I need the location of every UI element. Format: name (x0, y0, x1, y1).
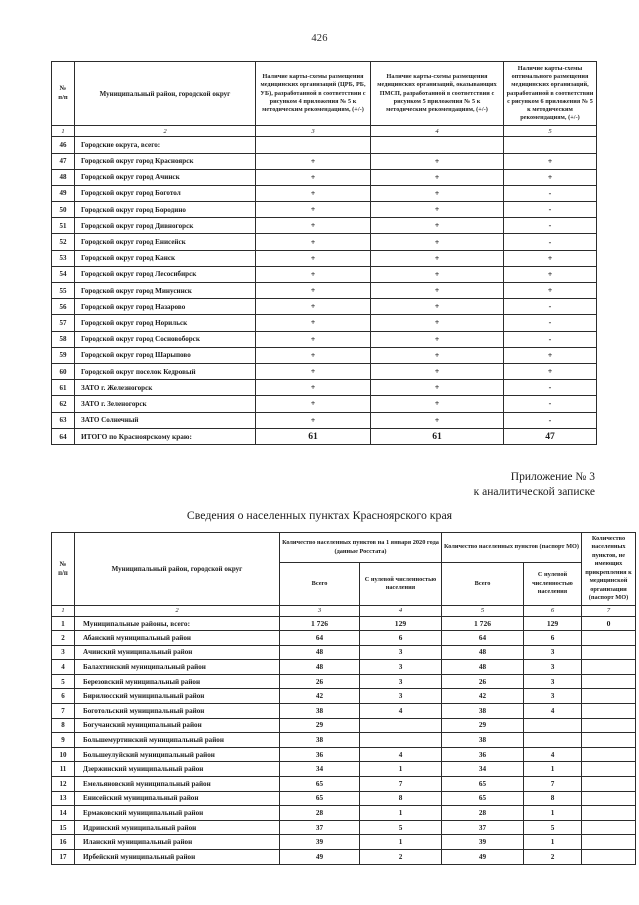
cell-passport-zero: 3 (524, 674, 582, 689)
row-municipality: ЗАТО г. Железногорск (75, 380, 256, 396)
table-row (52, 718, 636, 733)
table-row (52, 283, 597, 299)
cell-passport-zero: 7 (524, 777, 582, 792)
cell-passport-zero: 1 (524, 762, 582, 777)
row-number: 14 (52, 806, 75, 821)
cell-rosstat-zero: 3 (360, 674, 442, 689)
cell-no-attachment (582, 820, 636, 835)
header-row-number-line1: № (59, 560, 67, 568)
cell-rosstat-total: 26 (280, 674, 360, 689)
appendix-heading (0, 470, 595, 500)
row-number: 49 (52, 185, 75, 201)
cell-map-pmsp: + (371, 347, 504, 363)
table-medical-maps-head (52, 62, 597, 137)
row-number: 54 (52, 266, 75, 282)
table-row (52, 218, 597, 234)
table-row (52, 747, 636, 762)
row-number: 12 (52, 777, 75, 792)
cell-rosstat-total: 42 (280, 689, 360, 704)
cell-map-crb (256, 137, 371, 153)
row-municipality: Городской округ город Бородино (75, 202, 256, 218)
row-number: 64 (52, 428, 75, 444)
cell-no-attachment (582, 733, 636, 748)
cell-rosstat-total: 39 (280, 835, 360, 850)
cell-passport-zero (524, 733, 582, 748)
cell-rosstat-zero: 7 (360, 777, 442, 792)
cell-rosstat-zero: 3 (360, 660, 442, 675)
cell-passport-zero: 3 (524, 645, 582, 660)
header-no-attachment: Количество населенных пунктов, не имеющих прикрепления к медицинской организации (паспорт МО) (582, 533, 636, 606)
row-number: 61 (52, 380, 75, 396)
cell-rosstat-total: 65 (280, 777, 360, 792)
table-row (52, 266, 597, 282)
cell-passport-total: 49 (442, 850, 524, 865)
row-number: 60 (52, 363, 75, 379)
row-number: 6 (52, 689, 75, 704)
row-number: 4 (52, 660, 75, 675)
cell-map-crb: + (256, 218, 371, 234)
colnum-2: 2 (75, 126, 256, 137)
row-number: 16 (52, 835, 75, 850)
table-row (52, 185, 597, 201)
table-column-number-row (52, 126, 597, 137)
cell-map-crb: + (256, 331, 371, 347)
colnum-6: 6 (524, 605, 582, 616)
cell-map-optimal: - (504, 380, 597, 396)
row-municipality: Городской округ город Назарово (75, 299, 256, 315)
cell-map-optimal: + (504, 347, 597, 363)
section-title: Сведения о населенных пунктах Красноярского края (186, 508, 453, 522)
cell-map-optimal: - (504, 315, 597, 331)
table-row (52, 202, 597, 218)
table-row (52, 234, 597, 250)
table-row (52, 645, 636, 660)
appendix-line-2: к аналитической записке (473, 486, 595, 499)
cell-passport-zero (524, 718, 582, 733)
cell-passport-total: 1 726 (442, 616, 524, 631)
cell-passport-zero: 6 (524, 631, 582, 646)
row-municipality: Городской округ город Боготол (75, 185, 256, 201)
row-number: 17 (52, 850, 75, 865)
table-row (52, 250, 597, 266)
cell-rosstat-total: 28 (280, 806, 360, 821)
table-header-row-group (52, 533, 636, 563)
cell-rosstat-zero: 2 (360, 850, 442, 865)
row-municipality: Городской округ город Лесосибирск (75, 266, 256, 282)
cell-map-crb: + (256, 250, 371, 266)
header-rosstat-total: Всего (280, 563, 360, 605)
appendix-line-1: Приложение № 3 (510, 471, 595, 483)
colnum-4: 4 (360, 605, 442, 616)
cell-map-optimal: - (504, 185, 597, 201)
row-municipality: ИТОГО по Красноярскому краю: (75, 428, 256, 444)
header-group-passport: Количество населенных пунктов (паспорт МО) (442, 533, 582, 563)
cell-map-pmsp: + (371, 396, 504, 412)
table-row (52, 820, 636, 835)
table-header-row (52, 62, 597, 126)
header-map-crb: Наличие карты-схемы размещения медицинских организаций (ЦРБ, РБ, УБ), разработанной в соответствии с рисунком 4 приложения № 5 к методическим рекомендациям, (+/-) (256, 62, 371, 126)
cell-rosstat-zero (360, 733, 442, 748)
colnum-3: 3 (280, 605, 360, 616)
cell-map-optimal: + (504, 363, 597, 379)
table-row (52, 315, 597, 331)
row-municipality: Балахтинский муниципальный район (75, 660, 280, 675)
page-number: 426 (311, 33, 328, 44)
cell-map-crb: 61 (256, 428, 371, 444)
table-medical-maps-body (52, 137, 597, 445)
cell-passport-total: 65 (442, 777, 524, 792)
cell-passport-total: 38 (442, 704, 524, 719)
row-municipality: Абанский муниципальный район (75, 631, 280, 646)
cell-rosstat-total: 64 (280, 631, 360, 646)
colnum-5: 5 (442, 605, 524, 616)
table-settlements-head (52, 533, 636, 617)
cell-no-attachment (582, 806, 636, 821)
colnum-1: 1 (52, 605, 75, 616)
row-number: 5 (52, 674, 75, 689)
cell-passport-total: 42 (442, 689, 524, 704)
cell-rosstat-zero: 1 (360, 762, 442, 777)
row-number: 8 (52, 718, 75, 733)
cell-map-optimal: - (504, 202, 597, 218)
table-row (52, 835, 636, 850)
row-municipality: Идринский муниципальный район (75, 820, 280, 835)
table-row (52, 777, 636, 792)
cell-map-optimal: 47 (504, 428, 597, 444)
row-municipality: Ермаковский муниципальный район (75, 806, 280, 821)
cell-rosstat-total: 48 (280, 660, 360, 675)
cell-passport-total: 64 (442, 631, 524, 646)
cell-map-crb: + (256, 412, 371, 428)
table-row (52, 331, 597, 347)
cell-passport-total: 28 (442, 806, 524, 821)
header-row-number-line2: п/п (58, 569, 68, 577)
cell-passport-total: 26 (442, 674, 524, 689)
cell-map-pmsp: + (371, 234, 504, 250)
table-row (52, 850, 636, 865)
table-row (52, 616, 636, 631)
cell-no-attachment (582, 850, 636, 865)
cell-rosstat-total: 48 (280, 645, 360, 660)
cell-map-crb: + (256, 363, 371, 379)
cell-no-attachment (582, 660, 636, 675)
cell-no-attachment (582, 791, 636, 806)
cell-no-attachment (582, 645, 636, 660)
cell-rosstat-zero: 4 (360, 747, 442, 762)
cell-no-attachment (582, 747, 636, 762)
cell-rosstat-zero: 3 (360, 689, 442, 704)
table-row (52, 347, 597, 363)
cell-passport-total: 37 (442, 820, 524, 835)
cell-no-attachment (582, 835, 636, 850)
cell-passport-zero: 3 (524, 689, 582, 704)
table-row (52, 396, 597, 412)
header-group-rosstat: Количество населенных пунктов на 1 января 2020 года (данные Росстата) (280, 533, 442, 563)
cell-passport-zero: 2 (524, 850, 582, 865)
cell-map-pmsp: + (371, 218, 504, 234)
cell-map-pmsp (371, 137, 504, 153)
row-number: 46 (52, 137, 75, 153)
header-passport-total: Всего (442, 563, 524, 605)
colnum-7: 7 (582, 605, 636, 616)
cell-map-optimal: + (504, 266, 597, 282)
cell-rosstat-zero: 4 (360, 704, 442, 719)
header-row-number-line2: п/п (58, 93, 68, 101)
row-number: 11 (52, 762, 75, 777)
cell-map-pmsp: + (371, 153, 504, 169)
cell-map-crb: + (256, 266, 371, 282)
header-rosstat-zero: С нулевой численностью населения (360, 563, 442, 605)
row-municipality: Городской округ город Ачинск (75, 169, 256, 185)
header-municipality: Муниципальный район, городской округ (75, 533, 280, 606)
cell-map-crb: + (256, 347, 371, 363)
cell-map-pmsp: + (371, 412, 504, 428)
row-number: 47 (52, 153, 75, 169)
row-municipality: ЗАТО Солнечный (75, 412, 256, 428)
row-number: 7 (52, 704, 75, 719)
cell-passport-total: 34 (442, 762, 524, 777)
row-municipality: Городской округ город Канск (75, 250, 256, 266)
row-municipality: Городской округ город Шарыпово (75, 347, 256, 363)
cell-passport-total: 65 (442, 791, 524, 806)
row-municipality: Городской округ город Красноярск (75, 153, 256, 169)
cell-map-crb: + (256, 283, 371, 299)
row-municipality: Емельяновский муниципальный район (75, 777, 280, 792)
cell-passport-zero: 1 (524, 835, 582, 850)
cell-rosstat-total: 1 726 (280, 616, 360, 631)
table-row (52, 428, 597, 444)
cell-no-attachment (582, 631, 636, 646)
table-settlements-body (52, 616, 636, 864)
cell-map-crb: + (256, 234, 371, 250)
row-municipality: Городские округа, всего: (75, 137, 256, 153)
row-number: 9 (52, 733, 75, 748)
cell-no-attachment (582, 762, 636, 777)
cell-passport-zero: 4 (524, 704, 582, 719)
cell-rosstat-zero: 3 (360, 645, 442, 660)
cell-map-pmsp: + (371, 299, 504, 315)
cell-map-pmsp: + (371, 315, 504, 331)
cell-rosstat-zero: 5 (360, 820, 442, 835)
cell-map-pmsp: + (371, 363, 504, 379)
row-municipality: Боготольский муниципальный район (75, 704, 280, 719)
row-municipality: Городской округ город Норильск (75, 315, 256, 331)
cell-passport-total: 48 (442, 660, 524, 675)
cell-passport-zero: 5 (524, 820, 582, 835)
row-number: 62 (52, 396, 75, 412)
cell-map-pmsp: + (371, 185, 504, 201)
cell-map-pmsp: + (371, 331, 504, 347)
row-municipality: Березовский муниципальный район (75, 674, 280, 689)
cell-rosstat-total: 36 (280, 747, 360, 762)
row-number: 53 (52, 250, 75, 266)
row-municipality: Городской округ город Енисейск (75, 234, 256, 250)
row-number: 51 (52, 218, 75, 234)
cell-rosstat-total: 34 (280, 762, 360, 777)
cell-map-crb: + (256, 299, 371, 315)
cell-rosstat-zero: 1 (360, 835, 442, 850)
cell-map-optimal: - (504, 218, 597, 234)
table-row (52, 762, 636, 777)
cell-passport-total: 29 (442, 718, 524, 733)
table-row (52, 363, 597, 379)
header-row-number (52, 62, 75, 126)
table-column-number-row (52, 605, 636, 616)
table-row (52, 674, 636, 689)
colnum-3: 3 (256, 126, 371, 137)
cell-passport-zero: 4 (524, 747, 582, 762)
cell-passport-total: 36 (442, 747, 524, 762)
row-municipality: Муниципальные районы, всего: (75, 616, 280, 631)
cell-map-optimal: + (504, 283, 597, 299)
row-municipality: Большемуртинский муниципальный район (75, 733, 280, 748)
table-medical-maps-wrapper (51, 61, 596, 445)
cell-rosstat-total: 38 (280, 704, 360, 719)
cell-passport-zero: 129 (524, 616, 582, 631)
cell-map-crb: + (256, 202, 371, 218)
row-municipality: Ачинский муниципальный район (75, 645, 280, 660)
header-row-number (52, 533, 75, 606)
row-municipality: Богучанский муниципальный район (75, 718, 280, 733)
row-number: 59 (52, 347, 75, 363)
cell-no-attachment: 0 (582, 616, 636, 631)
row-municipality: Большеулуйский муниципальный район (75, 747, 280, 762)
colnum-5: 5 (504, 126, 597, 137)
table-row (52, 631, 636, 646)
table-row (52, 689, 636, 704)
cell-passport-total: 39 (442, 835, 524, 850)
header-row-number-line1: № (59, 84, 67, 92)
table-medical-maps (51, 61, 597, 445)
table-row (52, 791, 636, 806)
cell-map-optimal: + (504, 169, 597, 185)
table-settlements-wrapper (51, 532, 635, 865)
cell-passport-total: 38 (442, 733, 524, 748)
row-number: 13 (52, 791, 75, 806)
row-municipality: Бирилюсский муниципальный район (75, 689, 280, 704)
cell-map-optimal: - (504, 234, 597, 250)
header-municipality: Муниципальный район, городской округ (75, 62, 256, 126)
row-number: 1 (52, 616, 75, 631)
header-map-optimal: Наличие карты-схемы оптимального размещения медицинских организаций, разработанной в соответствии с рисунком 6 приложения № 5 к методическим рекомендациям, (+/-) (504, 62, 597, 126)
table-row (52, 806, 636, 821)
cell-no-attachment (582, 718, 636, 733)
cell-map-crb: + (256, 169, 371, 185)
cell-no-attachment (582, 704, 636, 719)
row-municipality: ЗАТО г. Зеленогорск (75, 396, 256, 412)
cell-passport-zero: 1 (524, 806, 582, 821)
row-municipality: Городской округ город Дивногорск (75, 218, 256, 234)
cell-map-pmsp: + (371, 202, 504, 218)
row-number: 2 (52, 631, 75, 646)
cell-map-pmsp: + (371, 169, 504, 185)
cell-rosstat-zero: 8 (360, 791, 442, 806)
table-row (52, 137, 597, 153)
row-municipality: Городской округ город Минусинск (75, 283, 256, 299)
cell-map-crb: + (256, 153, 371, 169)
row-number: 57 (52, 315, 75, 331)
cell-rosstat-total: 29 (280, 718, 360, 733)
cell-passport-zero: 3 (524, 660, 582, 675)
cell-map-crb: + (256, 185, 371, 201)
cell-map-optimal: - (504, 331, 597, 347)
table-row (52, 412, 597, 428)
row-municipality: Иланский муниципальный район (75, 835, 280, 850)
table-row (52, 733, 636, 748)
cell-map-optimal: - (504, 396, 597, 412)
cell-rosstat-zero: 1 (360, 806, 442, 821)
row-number: 63 (52, 412, 75, 428)
row-municipality: Дзержинский муниципальный район (75, 762, 280, 777)
cell-map-optimal: - (504, 412, 597, 428)
row-number: 50 (52, 202, 75, 218)
cell-rosstat-zero: 6 (360, 631, 442, 646)
cell-no-attachment (582, 674, 636, 689)
colnum-1: 1 (52, 126, 75, 137)
cell-passport-zero: 8 (524, 791, 582, 806)
row-municipality: Енисейский муниципальный район (75, 791, 280, 806)
row-municipality: Городской округ город Сосновоборск (75, 331, 256, 347)
row-number: 3 (52, 645, 75, 660)
cell-map-pmsp: + (371, 380, 504, 396)
row-number: 58 (52, 331, 75, 347)
cell-passport-total: 48 (442, 645, 524, 660)
row-number: 10 (52, 747, 75, 762)
cell-no-attachment (582, 777, 636, 792)
cell-map-pmsp: 61 (371, 428, 504, 444)
table-row (52, 704, 636, 719)
row-number: 48 (52, 169, 75, 185)
cell-rosstat-total: 49 (280, 850, 360, 865)
row-number: 56 (52, 299, 75, 315)
header-passport-zero: С нулевой численностью населения (524, 563, 582, 605)
cell-map-pmsp: + (371, 283, 504, 299)
cell-map-crb: + (256, 315, 371, 331)
cell-rosstat-total: 65 (280, 791, 360, 806)
cell-map-crb: + (256, 380, 371, 396)
row-number: 15 (52, 820, 75, 835)
row-municipality: Ирбейский муниципальный район (75, 850, 280, 865)
header-map-pmsp: Наличие карты-схемы размещения медицинских организаций, оказывающих ПМСП, разработанной в соответствии с рисунком 5 приложения № 5 к методическим рекомендациям, (+/-) (371, 62, 504, 126)
cell-rosstat-total: 38 (280, 733, 360, 748)
table-row (52, 169, 597, 185)
table-row (52, 299, 597, 315)
cell-rosstat-zero (360, 718, 442, 733)
colnum-2: 2 (75, 605, 280, 616)
row-municipality: Городской округ поселок Кедровый (75, 363, 256, 379)
cell-map-optimal: - (504, 299, 597, 315)
cell-map-pmsp: + (371, 250, 504, 266)
cell-map-optimal: + (504, 250, 597, 266)
table-settlements (51, 532, 636, 865)
table-row (52, 660, 636, 675)
table-row (52, 153, 597, 169)
row-number: 52 (52, 234, 75, 250)
cell-no-attachment (582, 689, 636, 704)
cell-map-pmsp: + (371, 266, 504, 282)
colnum-4: 4 (371, 126, 504, 137)
table-row (52, 380, 597, 396)
cell-map-crb: + (256, 396, 371, 412)
cell-rosstat-zero: 129 (360, 616, 442, 631)
row-number: 55 (52, 283, 75, 299)
cell-rosstat-total: 37 (280, 820, 360, 835)
cell-map-optimal (504, 137, 597, 153)
cell-map-optimal: + (504, 153, 597, 169)
